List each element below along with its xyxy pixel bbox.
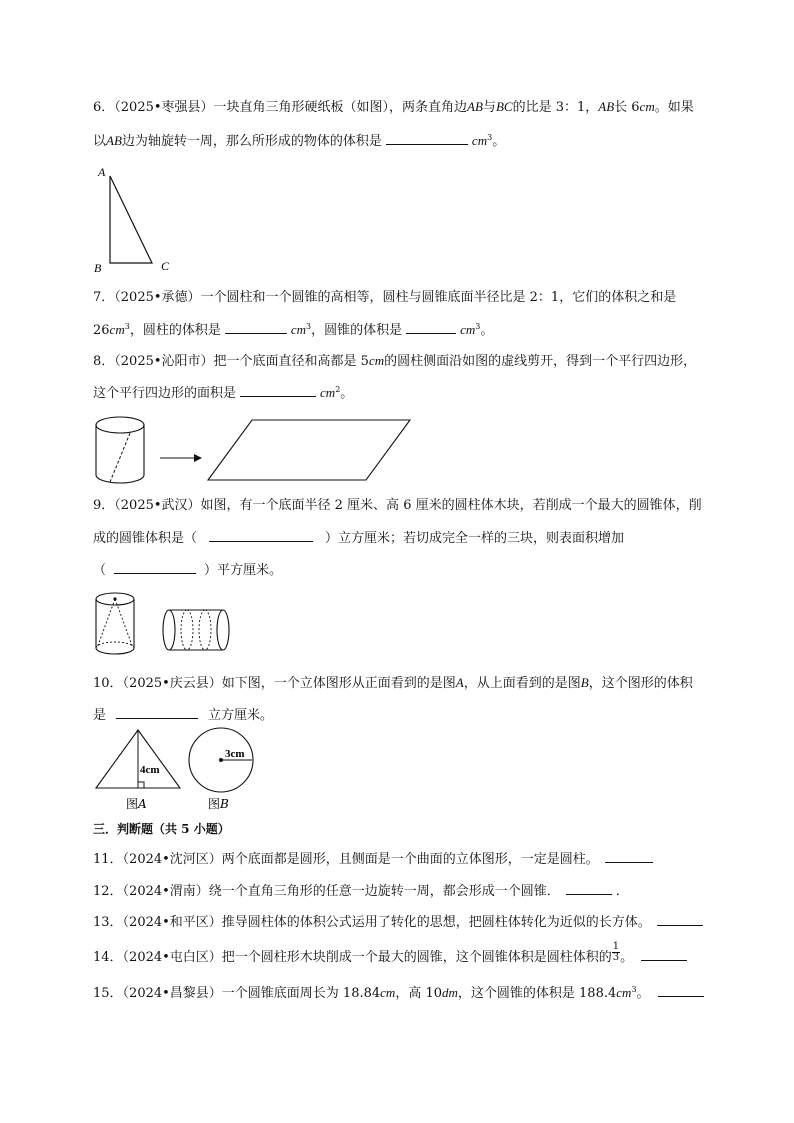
q13-text: 13．（2024•和平区）推导圆柱体的体积公式运用了转化的思想，把圆柱体转化为近似的长方体。 bbox=[93, 915, 651, 930]
q8-end: 。 bbox=[340, 386, 354, 401]
q6-unit-exp: 3 bbox=[487, 133, 493, 142]
q8-arrow bbox=[160, 454, 202, 462]
q8-cylinder-parallelogram-figure bbox=[90, 412, 420, 487]
q10-caption-b: 图B bbox=[208, 797, 229, 811]
q9-text-b: 成的圆锥体积是（ bbox=[93, 531, 198, 546]
q7-end: 。 bbox=[480, 323, 494, 338]
q6-ratio: 的比是 3：1， bbox=[512, 100, 599, 115]
q8-line2 bbox=[93, 384, 353, 403]
q10-height-label: 4cm bbox=[140, 764, 160, 776]
q6-text-a: 6．（2025•枣强县）一块直角三角形硬纸板（如图），两条直角边 bbox=[93, 100, 468, 115]
q7-sum: 26 bbox=[93, 323, 110, 338]
q15-line bbox=[93, 984, 704, 1003]
q9-line2 bbox=[93, 529, 624, 548]
q14-fraction bbox=[612, 942, 620, 963]
q14-end: 。 bbox=[620, 950, 634, 965]
q7-line2 bbox=[93, 321, 493, 340]
q15-unit-cm: cm bbox=[380, 985, 396, 1000]
q9-text-a: 9．（2025•武汉）如图，有一个底面半径 2 厘米、高 6 厘米的圆柱体木块，若削成一个最大的圆锥体，削 bbox=[93, 498, 702, 513]
q14-line bbox=[93, 941, 687, 967]
q6-label-a: A bbox=[98, 165, 106, 179]
q10-caption-a: 图A bbox=[126, 797, 147, 811]
q6-var-bc: BC bbox=[495, 99, 513, 114]
q11-answer-blank[interactable] bbox=[605, 850, 653, 863]
q8-parallelogram bbox=[208, 420, 410, 480]
q9-cylinder-with-cone bbox=[96, 593, 134, 654]
q6-triangle bbox=[110, 176, 152, 263]
q7-text-b: ，圆柱的体积是 bbox=[129, 323, 221, 338]
q7-exp1: 3 bbox=[124, 322, 130, 331]
q6-text-and: 与 bbox=[482, 100, 496, 115]
q12-end: ． bbox=[615, 884, 629, 899]
q9-sliced-cylinder bbox=[163, 610, 229, 650]
q8-text-a: 8．（2025•沁阳市）把一个底面直径和高都是 5 bbox=[93, 354, 369, 369]
q15-text-a: 15．（2024•昌黎县）一个圆锥底面周长为 18.84 bbox=[93, 986, 381, 1001]
q6-period: 。 bbox=[492, 134, 506, 149]
q14-answer-blank[interactable] bbox=[641, 948, 687, 961]
q10-answer-blank[interactable] bbox=[116, 706, 198, 719]
q10-text-a: 10．（2025•庆云县）如下图，一个立体图形从正面看到的是图 bbox=[93, 676, 456, 691]
q10-line2 bbox=[93, 706, 273, 725]
q15-exp: 3 bbox=[631, 985, 637, 994]
q11-line bbox=[93, 850, 653, 869]
q6-label-b: B bbox=[94, 261, 102, 275]
q11-text: 11．（2024•沈河区）两个底面都是圆形，且侧面是一个曲面的立体图形，一定是圆柱。 bbox=[93, 852, 599, 867]
q10-text-c: ，这个图形的体积 bbox=[588, 676, 693, 691]
q8-text-b: 的圆柱侧面沿如图的虚线剪开，得到一个平行四边形， bbox=[384, 354, 697, 369]
q10-fig-a-ref: A bbox=[455, 675, 464, 690]
q9-text-e: ）平方厘米。 bbox=[204, 563, 283, 578]
q6-line2 bbox=[93, 132, 505, 151]
q10-line1 bbox=[93, 674, 693, 693]
q8-line1 bbox=[93, 352, 696, 371]
q7-cylinder-blank[interactable] bbox=[225, 321, 287, 334]
q9-cone-volume-blank[interactable] bbox=[209, 529, 313, 542]
q6-var-ab: AB bbox=[467, 99, 483, 114]
q10-radius-label: 3cm bbox=[225, 748, 245, 760]
q7-line1 bbox=[93, 289, 676, 307]
q6-len: 长 6 bbox=[614, 100, 640, 115]
q7-cone-blank[interactable] bbox=[406, 321, 456, 334]
q14-text: 14．（2024•屯白区）把一个圆柱形木块削成一个最大的圆锥，这个圆锥体积是圆柱体积的 bbox=[93, 950, 612, 965]
q9-text-d: （ bbox=[93, 563, 107, 578]
q7-exp2: 3 bbox=[306, 322, 312, 331]
q8-exp: 2 bbox=[335, 385, 341, 394]
q6-text-b: 边为轴旋转一周，那么所形成的物体的体积是 bbox=[121, 134, 382, 149]
q7-unit2: cm bbox=[290, 322, 306, 337]
q7-unit1: cm bbox=[109, 322, 125, 337]
q7-unit3: cm bbox=[460, 322, 476, 337]
q8-cylinder bbox=[96, 417, 144, 483]
q6-end1: 。如果 bbox=[654, 100, 694, 115]
q15-answer-blank[interactable] bbox=[658, 984, 704, 997]
q7-text-c: ，圆锥的体积是 bbox=[311, 323, 403, 338]
q6-unit: cm bbox=[471, 133, 488, 148]
q14-numerator: 1 bbox=[612, 941, 620, 952]
q10-text-e: 立方厘米。 bbox=[208, 708, 274, 723]
section-3-heading: 三．判断题（共 5 小题） bbox=[93, 822, 230, 836]
q15-end: 。 bbox=[636, 986, 650, 1001]
q9-line3 bbox=[93, 561, 282, 580]
q10-top-view-circle bbox=[189, 728, 253, 792]
q10-text-d: 是 bbox=[93, 708, 107, 723]
q13-line bbox=[93, 913, 703, 932]
q15-unit-cm2: cm bbox=[616, 985, 632, 1000]
q8-unit-cm: cm bbox=[368, 353, 385, 368]
q6-unit-cm: cm bbox=[639, 99, 655, 114]
q9-area-blank[interactable] bbox=[114, 561, 196, 574]
q10-text-b: ，从上面看到的是图 bbox=[463, 676, 581, 691]
q8-unit: cm bbox=[320, 385, 336, 400]
q10-front-view-triangle bbox=[96, 730, 180, 788]
q7-exp3: 3 bbox=[475, 322, 481, 331]
q6-answer-blank[interactable] bbox=[386, 132, 468, 145]
q10-figures bbox=[94, 727, 274, 817]
q10-fig-b-ref: B bbox=[580, 675, 589, 690]
q12-text: 12．（2024•渭南）绕一个直角三角形的任意一边旋转一周，都会形成一个圆锥． bbox=[93, 884, 560, 899]
q6-var-ab3: AB bbox=[106, 133, 122, 148]
q6-text-yi: 以 bbox=[93, 134, 107, 149]
q9-text-c: ）立方厘米；若切成完全一样的三块，则表面积增加 bbox=[325, 531, 625, 546]
q9-line1 bbox=[93, 497, 702, 515]
q8-answer-blank[interactable] bbox=[240, 384, 316, 397]
q12-line bbox=[93, 882, 629, 901]
q15-text-b: ，高 10 bbox=[395, 986, 443, 1001]
q14-denominator: 3 bbox=[612, 952, 620, 963]
q7-text-a: 7．（2025•承德）一个圆柱和一个圆锥的高相等，圆柱与圆锥底面半径比是 2：1，它们的体积之和是 bbox=[93, 290, 677, 305]
q9-figures bbox=[90, 590, 240, 660]
q15-unit-dm: dm bbox=[442, 985, 458, 1000]
q8-text-c: 这个平行四边形的面积是 bbox=[93, 386, 237, 401]
q6-label-c: C bbox=[161, 259, 170, 273]
q6-line1 bbox=[93, 98, 694, 117]
q12-answer-blank[interactable] bbox=[566, 882, 612, 895]
q15-text-c: ，这个圆锥的体积是 188.4 bbox=[457, 986, 617, 1001]
q13-answer-blank[interactable] bbox=[657, 913, 703, 926]
q6-triangle-figure bbox=[94, 164, 184, 279]
q6-var-ab2: AB bbox=[598, 99, 615, 114]
